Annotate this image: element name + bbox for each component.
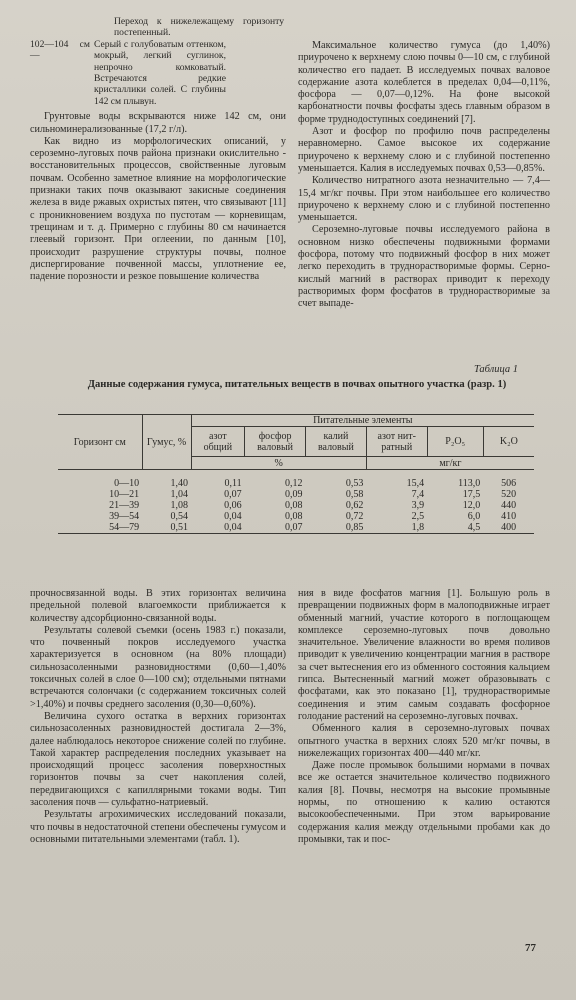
header-nitrate-nitrogen: азот нит- ратный [366, 427, 427, 457]
table-row: 39—54 0,54 0,04 0,08 0,72 2,5 6,0 410 [109, 510, 517, 522]
paragraph: Результаты солевой съемки (осень 1983 г.) показали, что почвенный покров исследуемого участка характеризуется в основном (на 80% площади) сильнозасоленными разновидностями (0,60—1,40% токсичных солей в слое 0—100 см); отдельными пятнами встречаются солончаки (с содержанием токсичных солей >1,40%) и почвы среднего засоления (0,30—0,60%). [30, 624, 286, 710]
header-unit-mg: мг/кг [366, 457, 534, 470]
table-row: 54—79 0,51 0,04 0,07 0,85 1,8 4,5 400 [58, 522, 534, 534]
paragraph: Максимальное количество гумуса (до 1,40%) приурочено к верхнему слою почвы 0—10 см, с глубиной количество его падает. В исследуемых почвах валовое содержание азота колеблется в пределах 0,04—0,11%, фосфора — 0,07—0,12%. На фоне высокой карбонатности почвы фосфаты здесь главным образом в форме труднодоступных соединений [7]. [298, 40, 550, 125]
horizon-text: Серый с голубоватым оттенком, мокрый, легкий суглинок, непрочно комковатый. Встречаются редкие кристаллики солей. С глубины 142 см плывун. [94, 38, 226, 107]
column-top-left [30, 16, 286, 283]
paragraph: Даже после промывок большими нормами в почвах все же остается значительное количество подвижного калия [8]. Почвы, несмотря на высокие промывные нормы, по отношению к калию остаются высокообеспеченными. При этом варьирование содержания калия между отдельными пробами как до промывки, так и пос- [298, 760, 550, 845]
table-row: 10—21 1,04 0,07 0,09 0,58 7,4 17,5 520 [109, 488, 517, 500]
paragraph: Как видно из морфологических описаний, у сероземно-луговых почв района признаки окислительно - восстановительных процессов, свойственные луговым почвам. Особенно заметное влияние на морфологические признаки таких почв оказывают закисные соединения железа в виде ржавых охристых пятен, что связывают [11] с проникновением воздуха по пустотам — корневищам, трещинам и т. д. Примерно с глубины 80 см начинается глеевый горизонт. При оглеении, по данным [10], происходит разрушение структуры почвы, полное диспергирование почвенной массы, уплотнение ее, падение порозности и резкое повышение количества [30, 135, 286, 283]
horizon-depth-label: 102—104 см — [30, 38, 90, 62]
header-k2o: K₂O [483, 427, 534, 457]
paragraph: прочносвязанной воды. В этих горизонтах величина предельной полевой влагоемкости приближается к количеству адсорбционно-связанной воды. [30, 588, 286, 624]
paragraph: ния в виде фосфатов магния [1]. Большую роль в превращении подвижных форм в малоподвижные играет обменный магний, участие которого в поглощающем комплексе сероземно-луговых почв довольно значительное. Увеличение влажности во время поливов приводит к увеличению концентрации магния в растворе за счет вытеснения его из обменного состояния кальцием гипса. Вытесненный магний может образовывать с фосфатами, как это показано [1], труднорастворимые соединения и этим самым создавать фосфорное голодание растений на сероземно-луговых почвах. [298, 588, 550, 722]
column-bottom-left [30, 588, 286, 846]
header-phosphorus-gross: фосфор валовый [245, 427, 306, 457]
column-top-right [298, 40, 550, 311]
header-potassium-gross: калий валовый [306, 427, 367, 457]
header-humus: Гумус, % [142, 415, 191, 470]
header-p2o5: P₂O₅ [427, 427, 483, 457]
paragraph: Азот и фосфор по профилю почв распределены неравномерно. Самое высокое их содержание приурочено к верхнему слою и с глубиной постепенно уменьшается. Калия в исследуемых почвах 0,53—0,85%. [298, 126, 550, 174]
table-row: 21—39 1,08 0,06 0,08 0,62 3,9 12,0 440 [109, 499, 517, 511]
header-nutrients: Питательные элементы [191, 415, 534, 427]
paragraph: Обменного калия в сероземно-луговых почвах опытного участка в верхних слоях 520 мг/кг почвы, в нижележащих горизонтах 400—440 мг/кг. [298, 723, 550, 759]
header-nitrogen-total: азот общий [191, 427, 245, 457]
paragraph: Величина сухого остатка в верхних горизонтах сильнозасоленных разновидностей достигала 2—3%, далее наблюдалось некоторое снижение солей по глубине. Такой характер распределения последних указывает на происходящий процесс засоления поверхностных горизонтов почвы за счет накопления солей, передвигающихся с капиллярными токами воды. Тип засоления почв — сульфатно-натриевый. [30, 710, 286, 809]
header-unit-percent: % [191, 457, 366, 470]
paragraph: Результаты агрохимических исследований показали, что почвы в недостаточной степени обеспечены гумусом и основными питательными элементами (табл. 1). [30, 809, 286, 845]
page-number: 77 [525, 942, 536, 954]
horizon-description [30, 16, 286, 107]
table-row: 0—10 1,40 0,11 0,12 0,53 15,4 113,0 506 [114, 477, 517, 489]
header-horizon: Горизонт см [58, 415, 142, 470]
column-bottom-right [298, 588, 550, 846]
paragraph: Грунтовые воды вскрываются ниже 142 см, они сильноминерализованные (17,2 г/л). [30, 111, 286, 135]
horizon-caption: Переход к нижележащему горизонту постепенный. [114, 16, 284, 39]
data-table [58, 414, 534, 534]
table-title: Данные содержания гумуса, питательных веществ в почвах опытного участка (разр. 1) [87, 379, 507, 390]
paragraph: Количество нитратного азота незначительно — 7,4—15,4 мг/кг почвы. При этом наибольшее его количество приурочено к верхнему слою и с глубиной постепенно уменьшается. [298, 175, 550, 224]
table-label: Таблица 1 [473, 364, 518, 375]
paragraph: Сероземно-луговые почвы исследуемого района в основном низко обеспечены подвижными формами фосфора, потому что подвижный фосфор в них может легко переходить в труднорастворимые формы. Серно-кислый магний в растворах приводит к переходу растворимых форм фосфатов в труднорастворимые за счет выпаде- [298, 224, 550, 310]
